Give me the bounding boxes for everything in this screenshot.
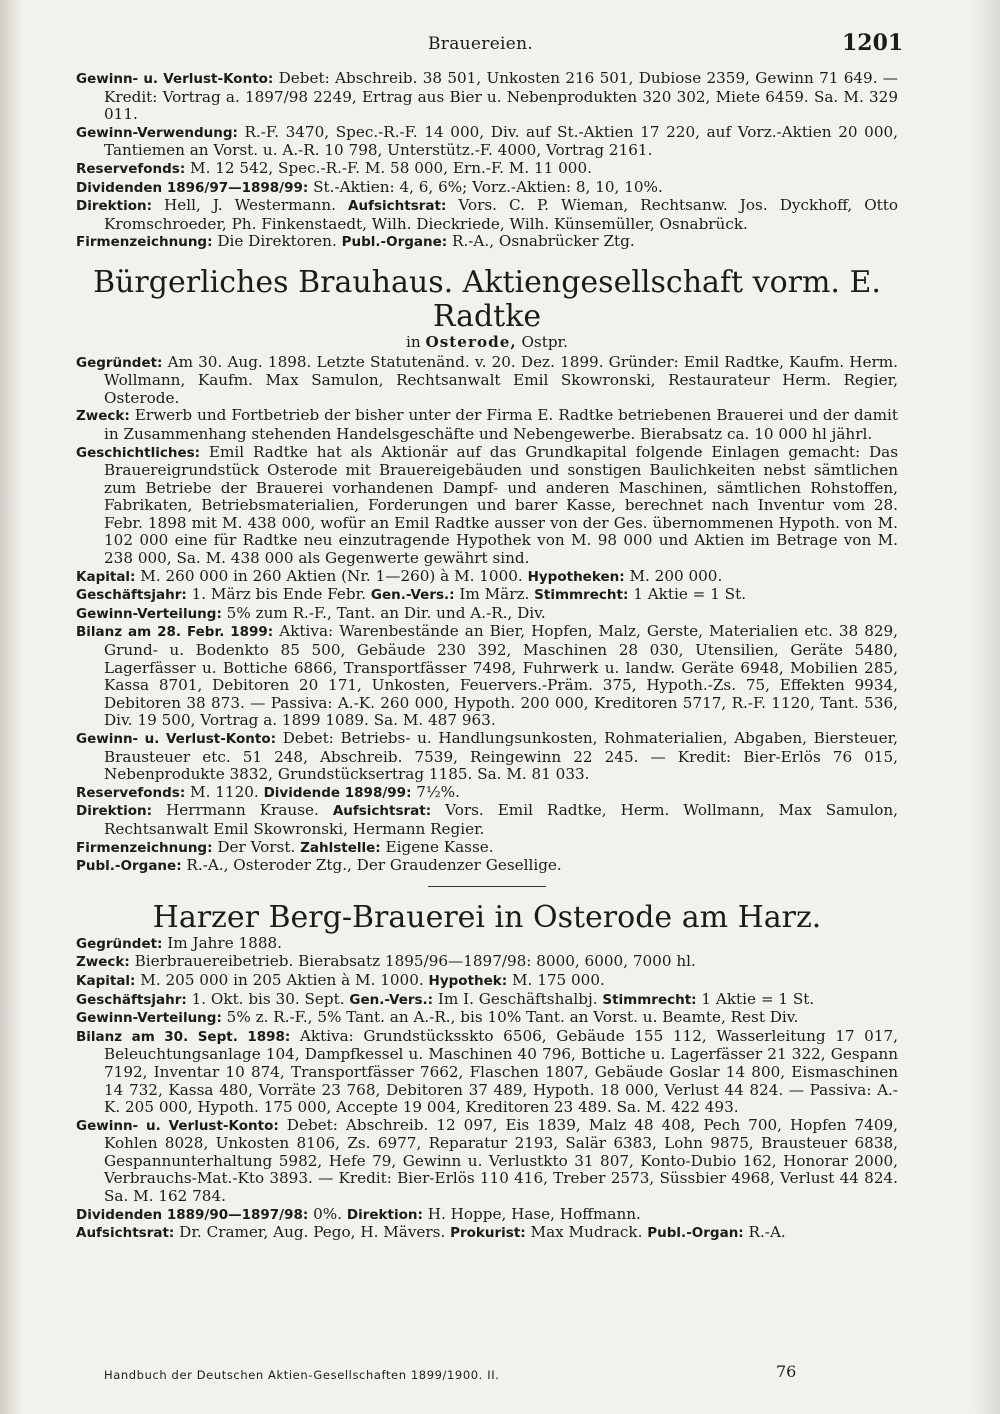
company-title: Harzer Berg-Brauerei in Osterode am Harz. — [152, 899, 822, 935]
section-buergerliches-brauhaus — [76, 266, 898, 876]
entry-bilanz: Bilanz am 28. Febr. 1899: Aktiva: Warenbestände an Bier, Hopfen, Malz, Gerste, Materialien etc. 38 829, Grund- u. Bodenkto 85 500, Gebäude 230 392, Maschinen 28 030, Utensilien, Geräte 5480, Lagerfässer u. Bottiche 6866, Transportfässer 7498, Fuhrwerk u. landw. Geräte 6948, Mobilien 285, Kassa 8701, Debitoren 20 171, Unkosten, Feuervers.-Präm. 375, Hypoth.-Zs. 75, Effekten 9934, Debitoren 38 873. — Passiva: A.-K. 260 000, Hypoth. 200 000, Kreditoren 5717, R.-F. 1120, Tant. 536, Div. 19 500, Vortrag a. 1899 1089. Sa. M. 487 963. — [76, 622, 899, 730]
entry-publ-organe: Publ.-Organe: R.-A., Osteroder Ztg., Der Graudenzer Gesellige. — [76, 856, 562, 875]
entry-gegruendet: Gegründet: Im Jahre 1888. — [76, 933, 282, 952]
entry-kapital: Kapital: M. 260 000 in 260 Aktien (Nr. 1—260) à M. 1000. Hypotheken: M. 200 000. — [76, 566, 723, 585]
page-gutter-shadow — [0, 0, 22, 1414]
entry-gewinn-verteilung: Gewinn-Verteilung: 5% z. R.-F., 5% Tant. an A.-R., bis 10% Tant. an Vorst. u. Beamte, Rest Div. — [76, 1008, 799, 1027]
entry-zweck: Zweck: Erwerb und Fortbetrieb der bisher unter der Firma E. Radtke betriebenen Brauerei und der damit in Zusammenhang stehenden Handelsgeschäfte und Nebengewerbe. Bierabsatz ca. 10 000 hl jährl. — [76, 406, 898, 443]
entry-geschaeftsjahr: Geschäftsjahr: 1. März bis Ende Febr. Gen.-Vers.: Im März. Stimmrecht: 1 Aktie = 1 St. — [76, 585, 747, 604]
section-previous-company — [76, 70, 898, 252]
section-divider — [428, 886, 546, 887]
entry-gewinn-verlust: Gewinn- u. Verlust-Konto: Debet: Betriebs- u. Handlungsunkosten, Rohmaterialien, Abgaben, Biersteuer, Brausteuer etc. 51 248, Abschreib. 7539, Reingewinn 22 245. — Kredit: Bier-Erlös 76 015, Nebenprodukte 3832, Grundstücksertrag 1185. Sa. M. 81 033. — [76, 729, 898, 784]
entry-dividenden: Dividenden 1889/90—1897/98: 0%. Direktion: H. Hoppe, Hase, Hoffmann. — [76, 1204, 641, 1223]
entry-dividenden: Dividenden 1896/97—1898/99: St.-Aktien: 4, 6, 6%; Vorz.-Aktien: 8, 10, 10%. — [76, 177, 663, 196]
page-content — [76, 70, 898, 1243]
entry-gewinn-verteilung: Gewinn-Verteilung: 5% zum R.-F., Tant. an Dir. und A.-R., Div. — [76, 603, 546, 622]
page-number: 1201 — [842, 30, 904, 56]
entry-geschichtliches: Geschichtliches: Emil Radtke hat als Aktionär auf das Grundkapital folgende Einlagen gemacht: Das Brauereigrundstück Osterode mit Brauereigebäuden und sonstigen Baulichkeiten nebst sämtlichen zum Betriebe der Brauerei vorhandenen Dampf- und anderen Maschinen, sämtlichen Rohstoffen, Fabrikaten, Betriebsmaterialien, Forderungen und barer Kasse, berechnet nach Inventur vom 28. Febr. 1898 mit M. 438 000, wofür an Emil Radtke ausser von der Ges. übernommenen Hypoth. von M. 102 000 eine für Radtke neu einzutragende Hypothek von M. 98 000 und Aktien im Betrage von M. 238 000, Sa. M. 438 000 als Gegenwerte gewährt sind. — [76, 442, 898, 568]
entry-gewinn-verlust: Gewinn- u. Verlust-Konto: Debet: Abschreib. 38 501, Unkosten 216 501, Dubiose 2359, Gewinn 71 649. — Kredit: Vortrag a. 1897/98 2249, Ertrag aus Bier u. Nebenprodukten 320 302, Miete 6459. Sa. M. 329 011. — [76, 69, 898, 124]
book-footer: Handbuch der Deutschen Aktien-Gesellschaften 1899/1900. II. — [104, 1368, 500, 1382]
entry-bilanz: Bilanz am 30. Sept. 1898: Aktiva: Grundstücksskto 6506, Gebäude 155 112, Wasserleitung 17 017, Beleuchtungsanlage 104, Dampfkessel u. Maschinen 40 796, Bottiche u. Lagerfässer 21 322, Gespann 7192, Inventar 10 874, Transportfässer 7662, Flaschen 1807, Gebäude Goslar 14 800, Eismaschinen 14 732, Kassa 480, Vorräte 23 768, Debitoren 37 489, Hypoth. 18 000, Verlust 44 824. — Passiva: A.-K. 205 000, Hypoth. 175 000, Accepte 19 004, Kreditoren 23 489. Sa. M. 422 493. — [76, 1026, 898, 1117]
entry-gewinn-verlust: Gewinn- u. Verlust-Konto: Debet: Abschreib. 12 097, Eis 1839, Malz 48 408, Pech 700, Hopfen 7409, Kohlen 8028, Unkosten 8106, Zs. 6977, Reparatur 2193, Salär 6383, Lohn 9875, Brausteuer 6838, Gespannunterhaltung 5982, Hefe 79, Gewinn u. Verlustkto 31 807, Konto-Dubio 162, Honorar 2000, Verbrauchs-Mat.-Kto 3893. — Kredit: Bier-Erlös 110 416, Treber 2573, Süssbier 4968, Verlust 44 824. Sa. M. 162 784. — [76, 1115, 899, 1206]
running-header: Brauereien. — [428, 34, 534, 54]
entry-gegruendet: Gegründet: Am 30. Aug. 1898. Letzte Statutenänd. v. 20. Dez. 1899. Gründer: Emil Radtke, Kaufm. Herm. Wollmann, Kaufm. Max Samulon, Rechtsanwalt Emil Skowronski, Restaurateur Herm. Regier, Osterode. — [76, 352, 898, 407]
entry-kapital: Kapital: M. 205 000 in 205 Aktien à M. 1000. Hypothek: M. 175 000. — [76, 970, 605, 989]
sheet-number: 76 — [776, 1362, 797, 1381]
entry-gewinn-verwendung: Gewinn-Verwendung: R.-F. 3470, Spec.-R.-F. 14 000, Div. auf St.-Aktien 17 220, auf Vorz.-Aktien 20 000, Tantiemen an Vorst. u. A.-R. 10 798, Unterstütz.-F. 4000, Vortrag 2161. — [76, 122, 898, 160]
entry-reservefonds: Reservefonds: M. 12 542, Spec.-R.-F. M. 58 000, Ern.-F. M. 11 000. — [76, 158, 592, 177]
entry-firmenzeichnung: Firmenzeichnung: Die Direktoren. Publ.-Organe: R.-A., Osnabrücker Ztg. — [76, 232, 635, 251]
entry-reservefonds: Reservefonds: M. 1120. Dividende 1898/99: 7½%. — [76, 782, 460, 801]
page-edge-shadow — [972, 0, 1000, 1414]
section-harzer-berg-brauerei — [76, 901, 898, 1243]
entry-direktion: Direktion: Hell, J. Westermann. Aufsichtsrat: Vors. C. P. Wieman, Rechtsanw. Jos. Dyckhoff, Otto Kromschroeder, Ph. Finkenstaedt, Wilh. Dieckriede, Wilh. Künsemüller, Osnabrück. — [76, 196, 899, 233]
entry-zweck: Zweck: Bierbrauereibetrieb. Bierabsatz 1895/96—1897/98: 8000, 6000, 7000 hl. — [76, 952, 696, 971]
entry-firmenzeichnung: Firmenzeichnung: Der Vorst. Zahlstelle: Eigene Kasse. — [76, 837, 494, 856]
entry-aufsichtsrat: Aufsichtsrat: Dr. Cramer, Aug. Pego, H. Mävers. Prokurist: Max Mudrack. Publ.-Organ: R.-A. — [76, 1223, 786, 1242]
company-location: in Osterode, Ostpr. — [406, 332, 568, 351]
entry-direktion: Direktion: Herrmann Krause. Aufsichtsrat: Vors. Emil Radtke, Herm. Wollmann, Max Samulon, Rechtsanwalt Emil Skowronski, Hermann Regier. — [76, 801, 898, 838]
company-title: Bürgerliches Brauhaus. Aktiengesellschaft vorm. E. Radtke — [93, 264, 881, 334]
entry-geschaeftsjahr: Geschäftsjahr: 1. Okt. bis 30. Sept. Gen.-Vers.: Im I. Geschäftshalbj. Stimmrecht: 1 Aktie = 1 St. — [76, 989, 815, 1008]
